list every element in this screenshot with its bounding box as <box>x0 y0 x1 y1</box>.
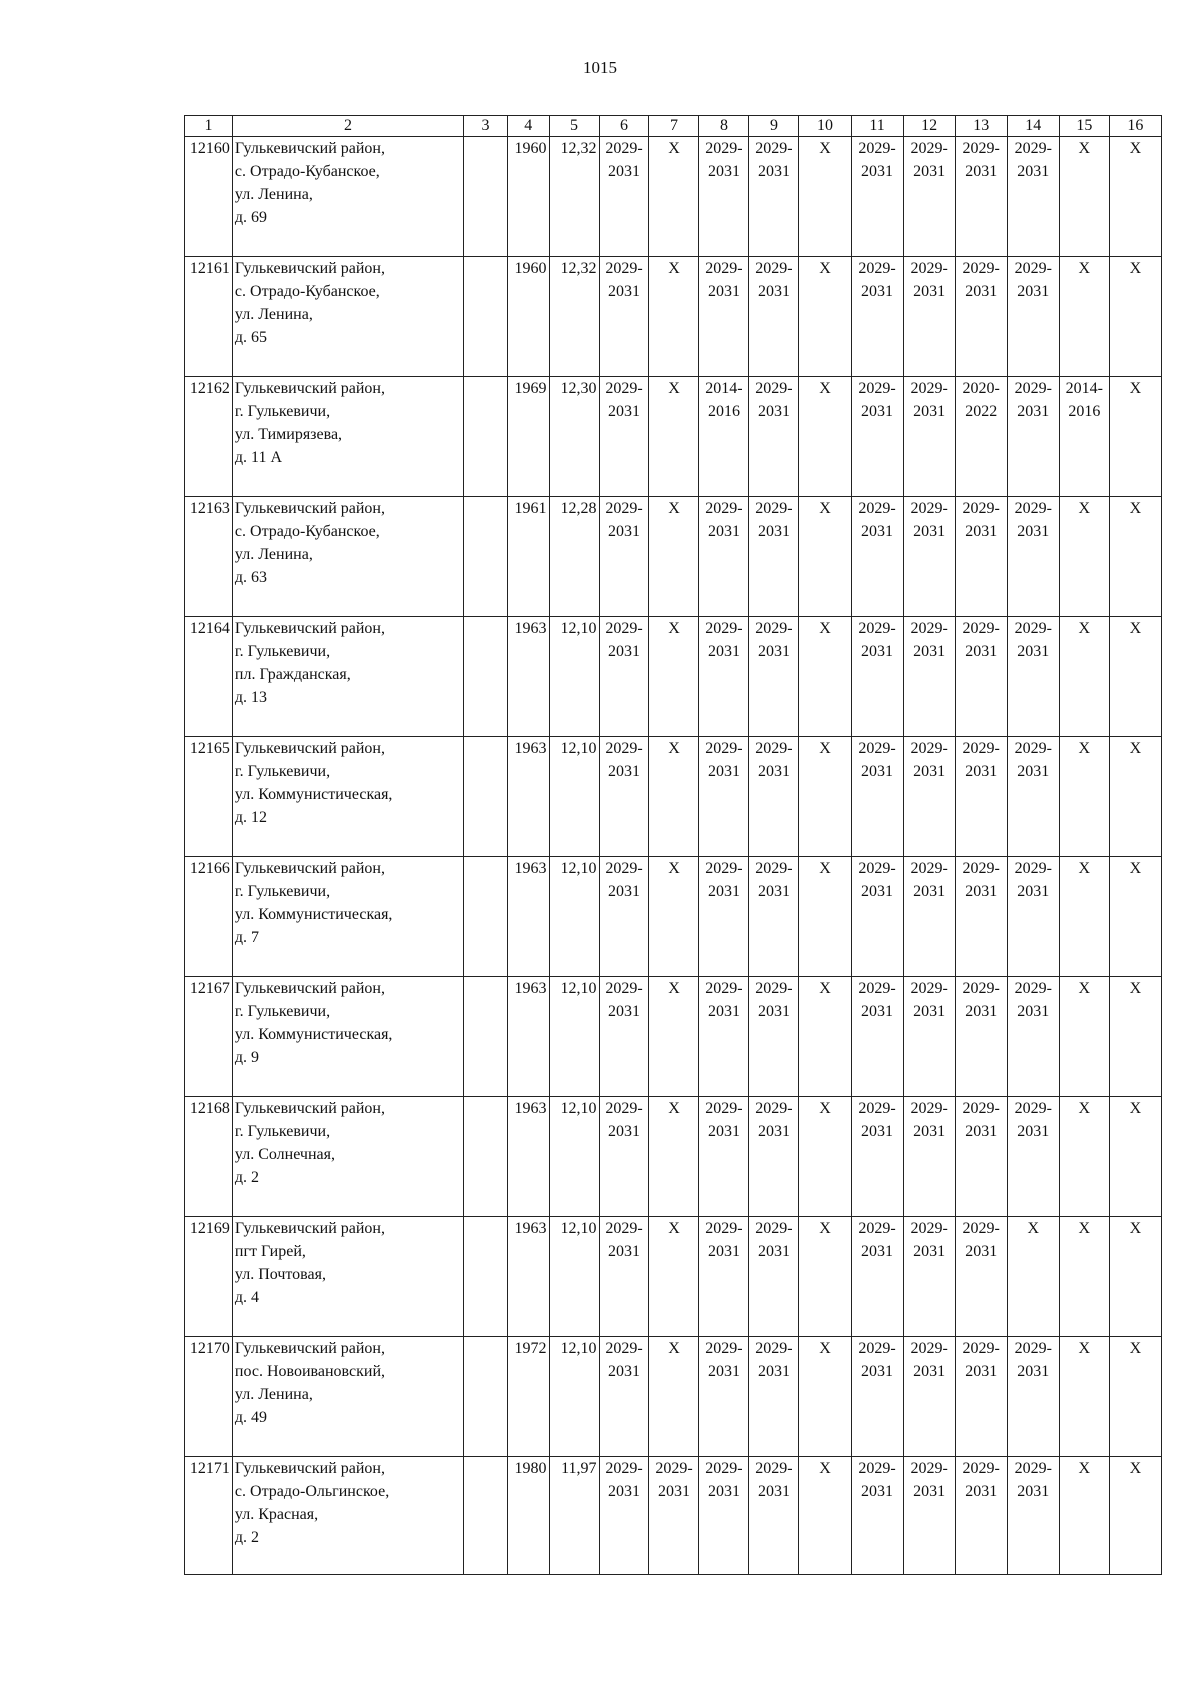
cell-c8: 2014- 2016 <box>699 377 749 497</box>
cell-c16: X <box>1109 137 1161 257</box>
cell-c13: 2029- 2031 <box>955 857 1007 977</box>
cell-c13: 2029- 2031 <box>955 1337 1007 1457</box>
cell-c16: X <box>1109 1097 1161 1217</box>
address-line: Гулькевичский район, <box>234 980 385 997</box>
cell-c7: X <box>649 737 699 857</box>
address-line: д. 2 <box>234 1169 260 1186</box>
cell-c8: 2029- 2031 <box>699 737 749 857</box>
cell-c7: X <box>649 1217 699 1337</box>
address-line: ул. Ленина, <box>234 306 313 323</box>
cell-c11: 2029- 2031 <box>851 977 903 1097</box>
cell-c14: 2029- 2031 <box>1007 377 1059 497</box>
address-line: г. Гулькевичи, <box>234 643 331 660</box>
address-line: д. 11 А <box>234 449 283 466</box>
cell-c5: 12,10 <box>549 1217 599 1337</box>
cell-c4: 1961 <box>507 497 549 617</box>
cell-c4: 1960 <box>507 257 549 377</box>
cell-c6: 2029- 2031 <box>599 857 649 977</box>
cell-c7: X <box>649 377 699 497</box>
cell-c7: X <box>649 497 699 617</box>
cell-c13: 2029- 2031 <box>955 137 1007 257</box>
table-row <box>185 137 1162 257</box>
cell-c13: 2029- 2031 <box>955 617 1007 737</box>
table-row <box>185 497 1162 617</box>
cell-c11: 2029- 2031 <box>851 1457 903 1575</box>
address-line: г. Гулькевичи, <box>234 763 331 780</box>
cell-c5: 12,10 <box>549 1337 599 1457</box>
cell-c14: X <box>1007 1217 1059 1337</box>
cell-c15: X <box>1059 977 1109 1097</box>
cell-c3 <box>464 257 508 377</box>
address-line: д. 9 <box>234 1049 260 1066</box>
cell-c11: 2029- 2031 <box>851 617 903 737</box>
address-line: пгт Гирей, <box>234 1243 306 1260</box>
cell-c6: 2029- 2031 <box>599 1457 649 1575</box>
cell-c16: X <box>1109 257 1161 377</box>
cell-c6: 2029- 2031 <box>599 497 649 617</box>
cell-c7: X <box>649 857 699 977</box>
cell-c12: 2029- 2031 <box>903 857 955 977</box>
table-row <box>185 257 1162 377</box>
cell-c15: X <box>1059 257 1109 377</box>
cell-c16: X <box>1109 1217 1161 1337</box>
cell-c6: 2029- 2031 <box>599 977 649 1097</box>
address-line: Гулькевичский район, <box>234 860 385 877</box>
cell-c3 <box>464 617 508 737</box>
cell-c10: X <box>799 1457 851 1575</box>
row-number: 12164 <box>185 617 233 737</box>
column-header: 15 <box>1059 116 1109 137</box>
cell-c3 <box>464 1337 508 1457</box>
address-line: д. 4 <box>234 1289 260 1306</box>
address-line: д. 12 <box>234 809 268 826</box>
cell-c8: 2029- 2031 <box>699 497 749 617</box>
cell-c16: X <box>1109 377 1161 497</box>
cell-c8: 2029- 2031 <box>699 977 749 1097</box>
cell-c9: 2029- 2031 <box>749 1217 799 1337</box>
cell-c15: X <box>1059 1457 1109 1575</box>
cell-c16: X <box>1109 1457 1161 1575</box>
address-cell <box>232 857 463 977</box>
row-number: 12168 <box>185 1097 233 1217</box>
cell-c13: 2020- 2022 <box>955 377 1007 497</box>
row-number: 12165 <box>185 737 233 857</box>
cell-c15: X <box>1059 617 1109 737</box>
address-line: ул. Почтовая, <box>234 1266 326 1283</box>
cell-c5: 12,28 <box>549 497 599 617</box>
cell-c16: X <box>1109 497 1161 617</box>
address-cell <box>232 1457 463 1575</box>
address-line: д. 49 <box>234 1409 268 1426</box>
cell-c9: 2029- 2031 <box>749 1337 799 1457</box>
column-header: 6 <box>599 116 649 137</box>
table-row <box>185 1217 1162 1337</box>
cell-c14: 2029- 2031 <box>1007 497 1059 617</box>
row-number: 12171 <box>185 1457 233 1575</box>
table-row <box>185 977 1162 1097</box>
cell-c16: X <box>1109 617 1161 737</box>
address-line: г. Гулькевичи, <box>234 403 331 420</box>
cell-c6: 2029- 2031 <box>599 1337 649 1457</box>
cell-c12: 2029- 2031 <box>903 1217 955 1337</box>
address-line: ул. Тимирязева, <box>234 426 343 443</box>
cell-c6: 2029- 2031 <box>599 617 649 737</box>
table-row <box>185 1457 1162 1575</box>
cell-c12: 2029- 2031 <box>903 1457 955 1575</box>
row-number: 12160 <box>185 137 233 257</box>
cell-c9: 2029- 2031 <box>749 377 799 497</box>
cell-c3 <box>464 977 508 1097</box>
cell-c3 <box>464 857 508 977</box>
column-header: 5 <box>549 116 599 137</box>
address-line: д. 65 <box>234 329 268 346</box>
cell-c13: 2029- 2031 <box>955 257 1007 377</box>
table-row <box>185 377 1162 497</box>
page-number: 1015 <box>583 58 617 77</box>
cell-c9: 2029- 2031 <box>749 977 799 1097</box>
address-line: д. 69 <box>234 209 268 226</box>
cell-c5: 11,97 <box>549 1457 599 1575</box>
cell-c9: 2029- 2031 <box>749 617 799 737</box>
cell-c10: X <box>799 497 851 617</box>
cell-c15: X <box>1059 1097 1109 1217</box>
cell-c9: 2029- 2031 <box>749 497 799 617</box>
address-line: пл. Гражданская, <box>234 666 351 683</box>
column-header: 4 <box>507 116 549 137</box>
cell-c4: 1960 <box>507 137 549 257</box>
address-line: с. Отрадо-Кубанское, <box>234 283 380 300</box>
cell-c5: 12,30 <box>549 377 599 497</box>
cell-c7: X <box>649 977 699 1097</box>
cell-c13: 2029- 2031 <box>955 497 1007 617</box>
address-cell <box>232 497 463 617</box>
cell-c13: 2029- 2031 <box>955 1457 1007 1575</box>
address-line: Гулькевичский район, <box>234 1100 385 1117</box>
address-line: Гулькевичский район, <box>234 500 385 517</box>
address-cell <box>232 137 463 257</box>
cell-c11: 2029- 2031 <box>851 137 903 257</box>
cell-c6: 2029- 2031 <box>599 137 649 257</box>
cell-c9: 2029- 2031 <box>749 857 799 977</box>
cell-c12: 2029- 2031 <box>903 257 955 377</box>
address-line: ул. Коммунистическая, <box>234 906 393 923</box>
cell-c13: 2029- 2031 <box>955 1217 1007 1337</box>
address-line: Гулькевичский район, <box>234 620 385 637</box>
column-header: 9 <box>749 116 799 137</box>
cell-c12: 2029- 2031 <box>903 377 955 497</box>
address-line: Гулькевичский район, <box>234 740 385 757</box>
cell-c8: 2029- 2031 <box>699 1337 749 1457</box>
cell-c6: 2029- 2031 <box>599 377 649 497</box>
cell-c5: 12,10 <box>549 977 599 1097</box>
cell-c9: 2029- 2031 <box>749 257 799 377</box>
cell-c10: X <box>799 137 851 257</box>
cell-c15: X <box>1059 857 1109 977</box>
address-cell <box>232 377 463 497</box>
cell-c14: 2029- 2031 <box>1007 857 1059 977</box>
cell-c12: 2029- 2031 <box>903 1097 955 1217</box>
cell-c5: 12,10 <box>549 617 599 737</box>
cell-c3 <box>464 377 508 497</box>
cell-c6: 2029- 2031 <box>599 1217 649 1337</box>
row-number: 12170 <box>185 1337 233 1457</box>
address-line: с. Отрадо-Ольгинское, <box>234 1483 390 1500</box>
cell-c4: 1963 <box>507 857 549 977</box>
cell-c12: 2029- 2031 <box>903 737 955 857</box>
cell-c12: 2029- 2031 <box>903 137 955 257</box>
row-number: 12167 <box>185 977 233 1097</box>
cell-c3 <box>464 1217 508 1337</box>
cell-c14: 2029- 2031 <box>1007 257 1059 377</box>
cell-c10: X <box>799 617 851 737</box>
address-cell <box>232 1337 463 1457</box>
row-number: 12161 <box>185 257 233 377</box>
cell-c14: 2029- 2031 <box>1007 617 1059 737</box>
cell-c8: 2029- 2031 <box>699 1097 749 1217</box>
cell-c3 <box>464 497 508 617</box>
cell-c11: 2029- 2031 <box>851 737 903 857</box>
table-row <box>185 737 1162 857</box>
cell-c15: X <box>1059 737 1109 857</box>
address-line: ул. Ленина, <box>234 1386 313 1403</box>
address-cell <box>232 1097 463 1217</box>
table-row <box>185 857 1162 977</box>
address-line: ул. Солнечная, <box>234 1146 335 1163</box>
cell-c8: 2029- 2031 <box>699 1217 749 1337</box>
cell-c7: 2029- 2031 <box>649 1457 699 1575</box>
cell-c4: 1963 <box>507 1097 549 1217</box>
cell-c4: 1980 <box>507 1457 549 1575</box>
address-line: г. Гулькевичи, <box>234 883 331 900</box>
column-header: 2 <box>232 116 463 137</box>
address-cell <box>232 1217 463 1337</box>
column-header: 7 <box>649 116 699 137</box>
cell-c12: 2029- 2031 <box>903 1337 955 1457</box>
table-body <box>185 137 1162 1575</box>
table-row <box>185 1097 1162 1217</box>
cell-c16: X <box>1109 977 1161 1097</box>
cell-c16: X <box>1109 857 1161 977</box>
cell-c10: X <box>799 1337 851 1457</box>
cell-c13: 2029- 2031 <box>955 977 1007 1097</box>
address-line: Гулькевичский район, <box>234 1460 385 1477</box>
cell-c13: 2029- 2031 <box>955 1097 1007 1217</box>
column-header: 8 <box>699 116 749 137</box>
cell-c9: 2029- 2031 <box>749 1097 799 1217</box>
cell-c11: 2029- 2031 <box>851 1337 903 1457</box>
column-header: 13 <box>955 116 1007 137</box>
address-line: ул. Коммунистическая, <box>234 1026 393 1043</box>
address-line: Гулькевичский район, <box>234 1220 385 1237</box>
cell-c8: 2029- 2031 <box>699 857 749 977</box>
cell-c10: X <box>799 977 851 1097</box>
cell-c5: 12,10 <box>549 1097 599 1217</box>
cell-c10: X <box>799 377 851 497</box>
address-line: г. Гулькевичи, <box>234 1123 331 1140</box>
cell-c8: 2029- 2031 <box>699 257 749 377</box>
address-line: Гулькевичский район, <box>234 1340 385 1357</box>
cell-c12: 2029- 2031 <box>903 617 955 737</box>
cell-c14: 2029- 2031 <box>1007 1457 1059 1575</box>
cell-c14: 2029- 2031 <box>1007 1097 1059 1217</box>
cell-c15: X <box>1059 137 1109 257</box>
cell-c6: 2029- 2031 <box>599 257 649 377</box>
cell-c11: 2029- 2031 <box>851 857 903 977</box>
cell-c11: 2029- 2031 <box>851 257 903 377</box>
column-header: 11 <box>851 116 903 137</box>
address-line: ул. Красная, <box>234 1506 319 1523</box>
cell-c4: 1972 <box>507 1337 549 1457</box>
cell-c7: X <box>649 1097 699 1217</box>
address-line: ул. Коммунистическая, <box>234 786 393 803</box>
address-cell <box>232 617 463 737</box>
column-header: 16 <box>1109 116 1161 137</box>
header-row <box>185 116 1162 137</box>
table-row <box>185 1337 1162 1457</box>
address-line: д. 7 <box>234 929 260 946</box>
column-header: 3 <box>464 116 508 137</box>
cell-c9: 2029- 2031 <box>749 137 799 257</box>
cell-c12: 2029- 2031 <box>903 977 955 1097</box>
cell-c5: 12,32 <box>549 257 599 377</box>
row-number: 12166 <box>185 857 233 977</box>
address-line: д. 13 <box>234 689 268 706</box>
address-line: пос. Новоивановский, <box>234 1363 385 1380</box>
column-header: 1 <box>185 116 233 137</box>
cell-c10: X <box>799 857 851 977</box>
cell-c6: 2029- 2031 <box>599 1097 649 1217</box>
cell-c10: X <box>799 737 851 857</box>
address-line: ул. Ленина, <box>234 546 313 563</box>
cell-c5: 12,32 <box>549 137 599 257</box>
cell-c14: 2029- 2031 <box>1007 737 1059 857</box>
column-header: 10 <box>799 116 851 137</box>
cell-c8: 2029- 2031 <box>699 137 749 257</box>
cell-c13: 2029- 2031 <box>955 737 1007 857</box>
column-header: 14 <box>1007 116 1059 137</box>
cell-c4: 1969 <box>507 377 549 497</box>
cell-c4: 1963 <box>507 1217 549 1337</box>
cell-c10: X <box>799 1217 851 1337</box>
cell-c3 <box>464 737 508 857</box>
cell-c14: 2029- 2031 <box>1007 977 1059 1097</box>
row-number: 12162 <box>185 377 233 497</box>
cell-c3 <box>464 137 508 257</box>
address-line: с. Отрадо-Кубанское, <box>234 523 380 540</box>
address-line: д. 2 <box>234 1529 260 1546</box>
cell-c4: 1963 <box>507 617 549 737</box>
cell-c12: 2029- 2031 <box>903 497 955 617</box>
cell-c15: X <box>1059 1337 1109 1457</box>
cell-c4: 1963 <box>507 737 549 857</box>
cell-c11: 2029- 2031 <box>851 1097 903 1217</box>
row-number: 12169 <box>185 1217 233 1337</box>
cell-c14: 2029- 2031 <box>1007 137 1059 257</box>
cell-c9: 2029- 2031 <box>749 737 799 857</box>
cell-c8: 2029- 2031 <box>699 1457 749 1575</box>
address-line: г. Гулькевичи, <box>234 1003 331 1020</box>
cell-c7: X <box>649 617 699 737</box>
cell-c3 <box>464 1097 508 1217</box>
address-cell <box>232 977 463 1097</box>
cell-c7: X <box>649 137 699 257</box>
cell-c11: 2029- 2031 <box>851 1217 903 1337</box>
cell-c7: X <box>649 1337 699 1457</box>
cell-c4: 1963 <box>507 977 549 1097</box>
address-line: д. 63 <box>234 569 268 586</box>
cell-c15: X <box>1059 497 1109 617</box>
address-line: Гулькевичский район, <box>234 380 385 397</box>
address-line: Гулькевичский район, <box>234 140 385 157</box>
address-line: с. Отрадо-Кубанское, <box>234 163 380 180</box>
cell-c15: X <box>1059 1217 1109 1337</box>
address-line: Гулькевичский район, <box>234 260 385 277</box>
table-row <box>185 617 1162 737</box>
cell-c10: X <box>799 1097 851 1217</box>
cell-c7: X <box>649 257 699 377</box>
address-cell <box>232 257 463 377</box>
cell-c16: X <box>1109 1337 1161 1457</box>
cell-c5: 12,10 <box>549 857 599 977</box>
cell-c9: 2029- 2031 <box>749 1457 799 1575</box>
cell-c15: 2014- 2016 <box>1059 377 1109 497</box>
data-table <box>184 115 1162 1575</box>
cell-c10: X <box>799 257 851 377</box>
cell-c6: 2029- 2031 <box>599 737 649 857</box>
cell-c14: 2029- 2031 <box>1007 1337 1059 1457</box>
cell-c16: X <box>1109 737 1161 857</box>
column-header: 12 <box>903 116 955 137</box>
cell-c11: 2029- 2031 <box>851 377 903 497</box>
address-cell <box>232 737 463 857</box>
cell-c5: 12,10 <box>549 737 599 857</box>
cell-c8: 2029- 2031 <box>699 617 749 737</box>
address-line: ул. Ленина, <box>234 186 313 203</box>
row-number: 12163 <box>185 497 233 617</box>
cell-c3 <box>464 1457 508 1575</box>
cell-c11: 2029- 2031 <box>851 497 903 617</box>
